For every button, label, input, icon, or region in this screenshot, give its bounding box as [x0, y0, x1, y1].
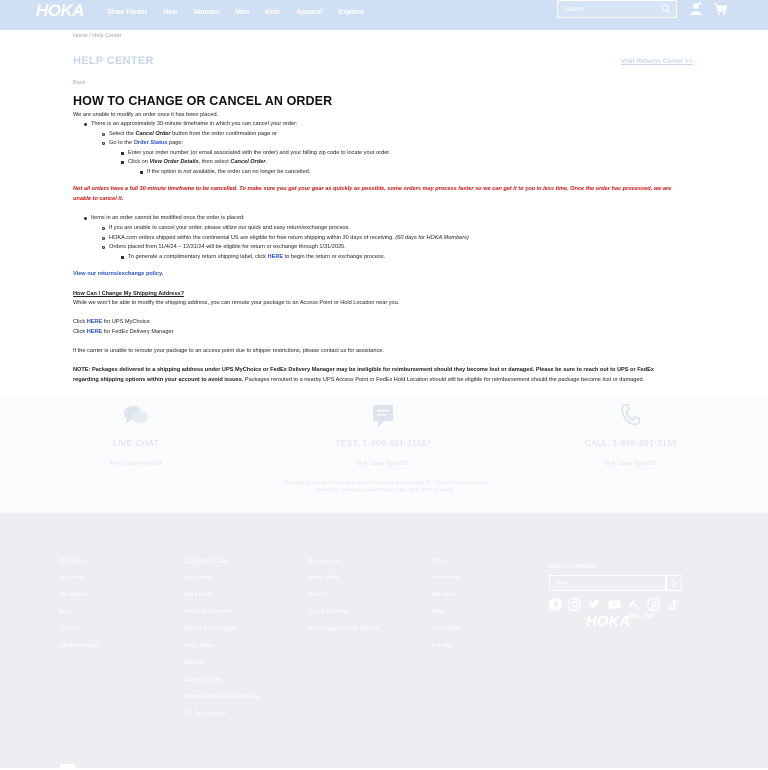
text-us[interactable]: [323, 437, 443, 469]
nav-item-women[interactable]: Women: [193, 9, 220, 16]
breadcrumb[interactable]: Home / Help Center: [73, 33, 122, 39]
alert-text: unable to cancel it.: [73, 196, 124, 202]
footer-link[interactable]: Warranty: [184, 660, 206, 667]
live-chat[interactable]: [76, 437, 196, 469]
footer-link[interactable]: Shoe Fit: [308, 592, 328, 599]
call-us-hours: M-Fr 10am-7pm EST: [605, 461, 657, 468]
footer-link[interactable]: Store Finder: [432, 575, 462, 582]
help-center-heading: HELP CENTER: [73, 55, 154, 67]
footer-logo-sub: ONE ONE: [627, 614, 655, 620]
ups-here-link[interactable]: HERE: [86, 319, 103, 325]
footer-link[interactable]: Blog: [60, 609, 71, 616]
nav-item-new[interactable]: New: [163, 9, 178, 16]
live-chat-hours: M-Fr 10am-7pm EST: [110, 461, 162, 468]
nav-item-men[interactable]: Men: [235, 9, 250, 16]
email-placeholder: Email: [555, 580, 569, 586]
bullet: [84, 217, 87, 220]
pinterest-icon[interactable]: [647, 598, 660, 611]
bullet: [121, 152, 124, 155]
nav-item-shoe-finder[interactable]: Shoe Finder: [107, 9, 148, 16]
email-submit-button[interactable]: [666, 575, 682, 591]
page-title: HOW TO CHANGE OR CANCEL AN ORDER: [73, 94, 333, 108]
chat-icon[interactable]: [123, 404, 149, 426]
article-text: To generate a complimentary return shipping label, click HERE to begin the return or exchange process.: [128, 254, 386, 260]
back-link[interactable]: Back: [73, 80, 86, 86]
footer-link[interactable]: Careers: [60, 626, 79, 633]
footer-column-resources: [308, 557, 378, 643]
nav-item-apparel[interactable]: Apparel: [296, 9, 323, 16]
return-here-link[interactable]: HERE: [267, 254, 284, 260]
footer-link[interactable]: Sizing Guide: [308, 575, 339, 582]
article-text: Select the Cancel Order button from the order confirmation page or: [109, 131, 277, 137]
text-message-icon[interactable]: [372, 404, 394, 428]
footer-link[interactable]: Care & Cleaning: [308, 609, 347, 616]
facebook-icon[interactable]: [549, 598, 562, 611]
article-text: Enter your order number (or email associated with the order) and your billing zip code to locate your order.: [128, 150, 391, 156]
article-text: HOKA.com orders shipped within the continental US are eligible for free return shipping within 30 days of receiving. (60 days for HOKA Members): [109, 235, 469, 241]
footer-link[interactable]: Fly for 30 Guarantee: [184, 609, 233, 616]
bullet: [121, 161, 124, 164]
footer-link[interactable]: Help Center: [184, 575, 213, 582]
text-us-label[interactable]: TEXT: 1-866-491-3155*: [335, 438, 431, 448]
tiktok-icon[interactable]: [667, 598, 680, 611]
article-text: Click HERE for FedEx Delivery Manager: [73, 329, 174, 335]
bullet: [102, 142, 105, 145]
article-text: While we won't be able to modify the shipping address, you can reroute your package to an Access Point or Hold Location near you.: [73, 300, 400, 306]
call-us-label[interactable]: CALL: 1-866-491-3155: [584, 438, 678, 448]
article-text: We are unable to modify an order once it has been placed.: [73, 112, 219, 118]
footer-link[interactable]: Pro Deal: [432, 643, 453, 650]
bullet: [121, 256, 124, 259]
article-text: Items in an order cannot be modified once the order is placed:: [91, 215, 245, 221]
youtube-icon[interactable]: [608, 598, 621, 611]
footer-link[interactable]: Free Shipping & Free Returns: [308, 626, 379, 633]
search-placeholder: Search: [563, 6, 584, 13]
article-text: If the option is not available, the order can no longer be cancelled.: [147, 169, 311, 175]
bullet: [102, 237, 105, 240]
phone-icon[interactable]: [620, 404, 640, 426]
returns-policy-link[interactable]: View our returns/exchange policy.: [73, 271, 164, 277]
email-signup-input[interactable]: [549, 575, 666, 591]
alert-text: Not all orders have a full 30-minute timeframe to be cancelled. To make sure you get your gear as quickly as possible, some orders may process faster so we can get it to you in less time. Once the order has processed, we are: [73, 186, 672, 192]
article-text: Click HERE for UPS MyChoice: [73, 319, 150, 325]
footer-heading: Resources: [308, 558, 340, 565]
nav-item-kids[interactable]: Kids: [265, 9, 281, 16]
footer-link[interactable]: Customer Sizes: [184, 677, 222, 684]
twitter-icon[interactable]: [588, 598, 601, 611]
footer-heading: Shop: [432, 558, 448, 565]
footer-link[interactable]: Our Mission: [60, 592, 89, 599]
footer-link[interactable]: Returns & Exchanges: [184, 626, 236, 633]
article-text: If you are unable to cancel your order, please utilize our quick and easy return/exchange process.: [109, 225, 350, 231]
visit-returns-link[interactable]: Visit Returns Center >>: [621, 58, 693, 65]
footer-hoka-logo[interactable]: HOKA: [586, 613, 631, 630]
live-chat-label[interactable]: LIVE CHAT: [113, 438, 159, 448]
footer-column-shop: [432, 557, 461, 660]
bullet: [102, 246, 105, 249]
shipping-heading: How Can I Change My Shipping Address?: [73, 291, 185, 297]
call-us[interactable]: [571, 437, 691, 469]
search-input[interactable]: [557, 0, 677, 18]
footer-link[interactable]: Affiliate Program: [60, 643, 100, 650]
footer-link[interactable]: Gift Card Balance: [184, 711, 226, 718]
cart-icon[interactable]: [714, 3, 727, 15]
article-text: Orders placed from 11/4/24 – 12/31/24 will be eligible for return or exchange through 1/31/2025.: [109, 244, 346, 250]
instagram-icon[interactable]: [568, 598, 581, 611]
article-text: Click on View Order Details, then select Cancel Order.: [128, 159, 268, 165]
hoka-logo[interactable]: HOKA: [36, 1, 85, 20]
footer-link[interactable]: Membership: [184, 592, 214, 599]
bullet: [102, 133, 105, 136]
note-text: NOTE: Packages delivered to a shipping address under UPS MyChoice or FedEx Delivery Manager may be ineligible for reimbursement should they become lost or damaged. Please be sure to reach out to UPS or FedEx: [73, 367, 654, 373]
bullet: [84, 123, 87, 126]
footer-heading: Company: [60, 558, 88, 565]
footer-link[interactable]: Our Story: [60, 575, 83, 582]
article-text: If the carrier is unable to reroute your package to an access point due to shipper restrictions, please contact us for assistance.: [73, 348, 384, 354]
footer-link[interactable]: Find a Store: [432, 626, 461, 633]
footer-link[interactable]: Gift Cards: [432, 592, 456, 599]
footer-column-company: [60, 557, 99, 660]
article-text: Go to the Order Status page:: [109, 140, 184, 146]
text-us-hours: M-Fr 10am-7pm EST: [357, 461, 409, 468]
note-text: regarding shipping options within your account to avoid issues. Packages rerouted to a nearby UPS Access Point or FedEx Hold Location should still be eligible for reimbursement should the package become lost or damaged.: [73, 377, 645, 383]
article-text: There is an approximately 30-minute timeframe in which you can cancel your order:: [91, 121, 298, 127]
fedex-here-link[interactable]: HERE: [86, 329, 103, 335]
order-status-link[interactable]: Order Status: [133, 140, 168, 146]
nav-item-explore[interactable]: Explore: [338, 9, 364, 16]
search-icon[interactable]: [661, 4, 671, 14]
footer-link[interactable]: Sale: [432, 609, 443, 616]
site-footer: [0, 513, 768, 768]
stay-connected-heading: Stay Connected: [549, 563, 596, 570]
footer-column-customer-care: [184, 557, 260, 728]
site-header: [0, 0, 768, 30]
bullet: [102, 227, 105, 230]
footer-link[interactable]: Order Status: [184, 643, 215, 650]
bullet: [140, 171, 143, 174]
text-disclaimer: *By texting us, you are consenting to receive responsive text messages at ... Consent is not a condition of purchase. Message & data rates may apply. Reply STOP to opt out.: [282, 480, 488, 493]
footer-heading: Customer Care: [184, 558, 229, 565]
footer-bottom-badge: [60, 764, 75, 770]
account-icon[interactable]: [690, 2, 702, 15]
main-nav: [107, 8, 380, 18]
strava-icon[interactable]: [628, 598, 641, 611]
footer-link[interactable]: Counterfeit Websites & Phishing: [184, 694, 260, 701]
